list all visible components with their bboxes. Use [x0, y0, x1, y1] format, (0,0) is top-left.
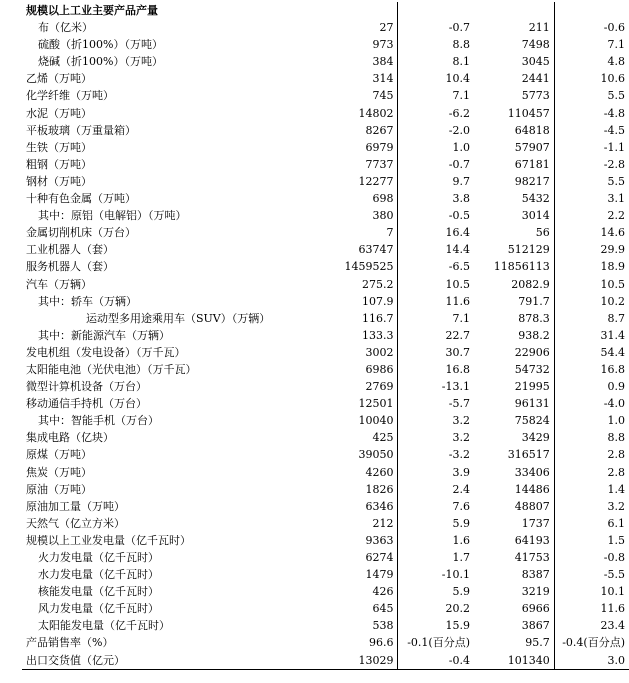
- cumulative-value: 110457: [474, 105, 554, 122]
- row-name: 原油（万吨）: [26, 482, 92, 496]
- current-month-value: 12501: [327, 395, 398, 412]
- row-name: 原煤（万吨）: [26, 448, 92, 462]
- cumulative-value: 96131: [474, 395, 554, 412]
- current-month-value: 275.2: [327, 276, 398, 293]
- row-name: 其中：轿车（万辆）: [38, 294, 137, 308]
- cumulative-growth: 54.4: [600, 345, 625, 359]
- current-month-value: 107.9: [327, 293, 398, 310]
- current-month-value: 6346: [327, 498, 398, 515]
- cumulative-growth: -4.8: [603, 106, 625, 120]
- cumulative-growth: -0.8: [603, 551, 625, 564]
- cumulative-value: 7498: [474, 36, 554, 53]
- current-month-growth: 16.4: [445, 226, 470, 240]
- table-row: [22, 583, 629, 600]
- current-month-value: 973: [327, 36, 398, 53]
- table-row: [22, 600, 629, 617]
- current-month-growth: -0.7: [448, 21, 470, 35]
- current-month-value: 426: [327, 583, 398, 600]
- header-cell-cumulative-value: [474, 2, 554, 19]
- cumulative-growth: 2.8: [607, 465, 625, 479]
- table-row: [22, 446, 629, 463]
- current-month-growth: -2.0: [448, 123, 470, 137]
- current-month-value: 8267: [327, 122, 398, 139]
- section-header-row: [22, 2, 629, 19]
- cumulative-value: 57907: [474, 139, 554, 156]
- row-name: 布（亿米）: [38, 21, 93, 35]
- industrial-output-table: [22, 2, 629, 670]
- current-month-value: 6986: [327, 361, 398, 378]
- table-row: [22, 310, 629, 327]
- current-month-value: 538: [327, 617, 398, 634]
- row-name: 十种有色金属（万吨）: [26, 192, 136, 206]
- cumulative-growth: 31.4: [600, 328, 625, 342]
- current-month-growth: -0.4: [398, 652, 474, 670]
- cumulative-growth: -5.5: [603, 568, 625, 582]
- cumulative-value: 211: [474, 19, 554, 36]
- cumulative-growth: 3.2: [607, 499, 625, 513]
- current-month-growth: 8.8: [452, 38, 470, 52]
- table-row: [22, 139, 629, 156]
- table-row: [22, 464, 629, 481]
- cumulative-value: 98217: [474, 173, 554, 190]
- current-month-growth: 3.2: [452, 431, 470, 445]
- row-name: 其中：智能手机（万台）: [38, 414, 159, 428]
- row-name: 移动通信手持机（万台）: [26, 397, 147, 411]
- current-month-value: 13029: [327, 652, 398, 670]
- cumulative-value: 54732: [474, 361, 554, 378]
- cumulative-value: 5773: [474, 87, 554, 104]
- current-month-growth: 9.7: [452, 174, 470, 188]
- current-month-growth: 7.1: [452, 89, 470, 103]
- section-title: 规模以上工业主要产品产量: [26, 4, 158, 17]
- row-name: 粗钢（万吨）: [26, 157, 92, 171]
- row-name: 其中：原铝（电解铝）（万吨）: [38, 209, 187, 223]
- cumulative-value: 1737: [474, 515, 554, 532]
- cumulative-value: 22906: [474, 344, 554, 361]
- row-name: 产品销售率（%）: [26, 636, 114, 650]
- cumulative-growth: 5.5: [607, 89, 625, 103]
- current-month-value: 1479: [327, 566, 398, 583]
- current-month-growth: 16.8: [445, 362, 470, 376]
- cumulative-value: 3867: [474, 617, 554, 634]
- table-row: [22, 258, 629, 275]
- cumulative-growth: 23.4: [600, 619, 625, 633]
- current-month-growth: -0.5: [448, 209, 470, 223]
- cumulative-growth: 0.9: [607, 380, 625, 394]
- current-month-value: 425: [327, 429, 398, 446]
- current-month-value: 133.3: [327, 327, 398, 344]
- current-month-value: 10040: [327, 412, 398, 429]
- table-row: [22, 549, 629, 566]
- current-month-growth: 15.9: [445, 619, 470, 633]
- current-month-growth: 2.4: [452, 482, 470, 496]
- cumulative-value: 938.2: [474, 327, 554, 344]
- row-name: 钢材（万吨）: [26, 174, 92, 188]
- table-row: [22, 429, 629, 446]
- row-name: 汽车（万辆）: [26, 277, 92, 291]
- current-month-growth: 8.1: [452, 55, 470, 69]
- row-name: 服务机器人（套）: [26, 260, 114, 274]
- cumulative-value: 56: [474, 224, 554, 241]
- table-row: [22, 122, 629, 139]
- current-month-growth: 5.9: [452, 585, 470, 599]
- cumulative-growth: 2.2: [607, 209, 625, 223]
- cumulative-value: 21995: [474, 378, 554, 395]
- cumulative-growth: 10.6: [600, 72, 625, 86]
- current-month-growth: -13.1: [441, 380, 470, 394]
- header-cell-current-value: [327, 2, 398, 19]
- row-name: 发电机组（发电设备）（万千瓦）: [26, 345, 186, 359]
- row-name: 化学纤维（万吨）: [26, 89, 114, 103]
- cumulative-value: 14486: [474, 481, 554, 498]
- current-month-growth: 1.0: [452, 140, 470, 154]
- cumulative-value: 878.3: [474, 310, 554, 327]
- table-row: [22, 19, 629, 36]
- table-row: [22, 617, 629, 634]
- table-row: [22, 224, 629, 241]
- table-row: [22, 36, 629, 53]
- current-month-growth: 5.9: [452, 516, 470, 530]
- cumulative-growth: 7.1: [607, 38, 625, 52]
- table-row: [22, 327, 629, 344]
- current-month-growth: -0.1(百分点): [407, 636, 470, 650]
- current-month-growth: 1.6: [452, 533, 470, 547]
- current-month-value: 2769: [327, 378, 398, 395]
- row-name: 乙烯（万吨）: [26, 72, 92, 86]
- cumulative-value: 67181: [474, 156, 554, 173]
- statistics-table-container: [22, 2, 629, 670]
- row-name: 水力发电量（亿千瓦时）: [38, 568, 159, 582]
- current-month-value: 7: [327, 224, 398, 241]
- cumulative-growth: 8.8: [607, 431, 625, 445]
- cumulative-growth: 1.5: [607, 533, 625, 547]
- cumulative-growth: -4.0: [603, 397, 625, 411]
- table-row: [22, 395, 629, 412]
- current-month-value: 698: [327, 190, 398, 207]
- current-month-growth: -6.2: [448, 106, 470, 120]
- current-month-value: 1459525: [327, 258, 398, 275]
- cumulative-value: 48807: [474, 498, 554, 515]
- row-name: 天然气（亿立方米）: [26, 516, 125, 530]
- cumulative-growth: 11.6: [600, 602, 625, 616]
- table-row: [22, 378, 629, 395]
- row-name: 太阳能发电量（亿千瓦时）: [38, 619, 170, 633]
- table-row: [22, 241, 629, 258]
- current-month-growth: -5.7: [448, 397, 470, 411]
- current-month-value: 39050: [327, 446, 398, 463]
- cumulative-value: 64818: [474, 122, 554, 139]
- current-month-value: 9363: [327, 532, 398, 549]
- table-row: [22, 481, 629, 498]
- table-row: [22, 105, 629, 122]
- cumulative-growth: -1.1: [603, 140, 625, 154]
- table-row: [22, 156, 629, 173]
- table-row: [22, 190, 629, 207]
- row-name: 集成电路（亿块）: [26, 431, 114, 445]
- cumulative-growth: -0.6: [603, 21, 625, 35]
- table-row: [22, 566, 629, 583]
- cumulative-growth: 16.8: [600, 362, 625, 376]
- cumulative-growth: 6.1: [607, 516, 625, 530]
- cumulative-growth: -0.4(百分点): [562, 636, 625, 650]
- current-month-growth: -3.2: [448, 448, 470, 462]
- current-month-value: 116.7: [327, 310, 398, 327]
- header-cell-cumulative-growth: [554, 2, 629, 19]
- current-month-value: 12277: [327, 173, 398, 190]
- row-name: 烧碱（折100%）（万吨）: [38, 55, 163, 69]
- row-name: 其中：新能源汽车（万辆）: [38, 328, 170, 342]
- current-month-growth: 30.7: [445, 345, 470, 359]
- row-name: 硫酸（折100%）（万吨）: [38, 38, 163, 52]
- cumulative-growth: -2.8: [603, 157, 625, 171]
- current-month-growth: 10.5: [445, 277, 470, 291]
- current-month-value: 4260: [327, 464, 398, 481]
- table-row: [22, 634, 629, 651]
- current-month-growth: 3.2: [452, 414, 470, 428]
- current-month-growth: 1.7: [452, 551, 470, 564]
- row-name: 原油加工量（万吨）: [26, 499, 125, 513]
- current-month-value: 7737: [327, 156, 398, 173]
- table-row: [22, 293, 629, 310]
- cumulative-value: 11856113: [474, 258, 554, 275]
- table-row: [22, 532, 629, 549]
- row-name: 生铁（万吨）: [26, 140, 92, 154]
- current-month-value: 14802: [327, 105, 398, 122]
- cumulative-value: 316517: [474, 446, 554, 463]
- current-month-growth: 7.6: [452, 499, 470, 513]
- cumulative-value: 5432: [474, 190, 554, 207]
- cumulative-growth: 2.8: [607, 448, 625, 462]
- cumulative-growth: 5.5: [607, 174, 625, 188]
- row-name: 微型计算机设备（万台）: [26, 380, 147, 394]
- current-month-value: 212: [327, 515, 398, 532]
- table-row: [22, 652, 629, 670]
- table-row: [22, 361, 629, 378]
- current-month-growth: 14.4: [445, 243, 470, 257]
- row-name: 火力发电量（亿千瓦时）: [38, 551, 159, 564]
- row-name: 工业机器人（套）: [26, 243, 114, 257]
- cumulative-value: 95.7: [474, 634, 554, 651]
- cumulative-value: 41753: [474, 549, 554, 566]
- current-month-value: 745: [327, 87, 398, 104]
- current-month-growth: 10.4: [445, 72, 470, 86]
- cumulative-growth: 1.0: [607, 414, 625, 428]
- cumulative-value: 33406: [474, 464, 554, 481]
- cumulative-growth: 10.2: [600, 294, 625, 308]
- current-month-value: 63747: [327, 241, 398, 258]
- row-name: 核能发电量（亿千瓦时）: [38, 585, 159, 599]
- current-month-growth: -10.1: [441, 568, 470, 582]
- current-month-value: 314: [327, 70, 398, 87]
- row-name: 水泥（万吨）: [26, 106, 92, 120]
- table-row: [22, 515, 629, 532]
- current-month-growth: 3.8: [452, 192, 470, 206]
- current-month-growth: 22.7: [445, 328, 470, 342]
- cumulative-value: 3014: [474, 207, 554, 224]
- current-month-value: 27: [327, 19, 398, 36]
- current-month-value: 1826: [327, 481, 398, 498]
- table-row: [22, 276, 629, 293]
- table-row: [22, 70, 629, 87]
- table-row: [22, 173, 629, 190]
- cumulative-value: 791.7: [474, 293, 554, 310]
- current-month-growth: -0.7: [448, 157, 470, 171]
- cumulative-growth: 29.9: [600, 243, 625, 257]
- table-row: [22, 207, 629, 224]
- row-name: 运动型多用途乘用车（SUV）（万辆）: [86, 311, 271, 325]
- current-month-value: 6979: [327, 139, 398, 156]
- row-name: 太阳能电池（光伏电池）（万千瓦）: [26, 362, 197, 376]
- table-row: [22, 412, 629, 429]
- cumulative-growth: 3.1: [607, 192, 625, 206]
- cumulative-growth: 14.6: [600, 226, 625, 240]
- cumulative-value: 512129: [474, 241, 554, 258]
- cumulative-growth: 10.1: [600, 585, 625, 599]
- current-month-value: 380: [327, 207, 398, 224]
- cumulative-value: 8387: [474, 566, 554, 583]
- table-row: [22, 53, 629, 70]
- row-name: 焦炭（万吨）: [26, 465, 92, 479]
- cumulative-growth: 10.5: [600, 277, 625, 291]
- cumulative-value: 3219: [474, 583, 554, 600]
- row-name: 风力发电量（亿千瓦时）: [38, 602, 159, 616]
- cumulative-growth: 8.7: [607, 311, 625, 325]
- cumulative-value: 101340: [474, 652, 554, 670]
- current-month-value: 3002: [327, 344, 398, 361]
- cumulative-value: 3429: [474, 429, 554, 446]
- current-month-growth: -6.5: [448, 260, 470, 274]
- current-month-growth: 11.6: [445, 294, 470, 308]
- current-month-growth: 3.9: [452, 465, 470, 479]
- cumulative-value: 6966: [474, 600, 554, 617]
- cumulative-growth: -4.5: [603, 123, 625, 137]
- header-cell-current-growth: [398, 2, 474, 19]
- cumulative-growth: 4.8: [607, 55, 625, 69]
- row-name: 平板玻璃（万重量箱）: [26, 123, 136, 137]
- row-name: 规模以上工业发电量（亿千瓦时）: [26, 533, 191, 547]
- cumulative-value: 3045: [474, 53, 554, 70]
- cumulative-growth: 1.4: [607, 482, 625, 496]
- table-row: [22, 87, 629, 104]
- table-row: [22, 498, 629, 515]
- cumulative-value: 75824: [474, 412, 554, 429]
- current-month-growth: 20.2: [445, 602, 470, 616]
- row-name: 金属切削机床（万台）: [26, 226, 136, 240]
- cumulative-growth: 3.0: [554, 652, 629, 670]
- cumulative-value: 2441: [474, 70, 554, 87]
- table-row: [22, 344, 629, 361]
- cumulative-value: 2082.9: [474, 276, 554, 293]
- current-month-value: 6274: [327, 549, 398, 566]
- current-month-value: 645: [327, 600, 398, 617]
- cumulative-value: 64193: [474, 532, 554, 549]
- current-month-value: 384: [327, 53, 398, 70]
- current-month-value: 96.6: [327, 634, 398, 651]
- row-name: 出口交货值（亿元）: [22, 652, 327, 670]
- current-month-growth: 7.1: [452, 311, 470, 325]
- cumulative-growth: 18.9: [600, 260, 625, 274]
